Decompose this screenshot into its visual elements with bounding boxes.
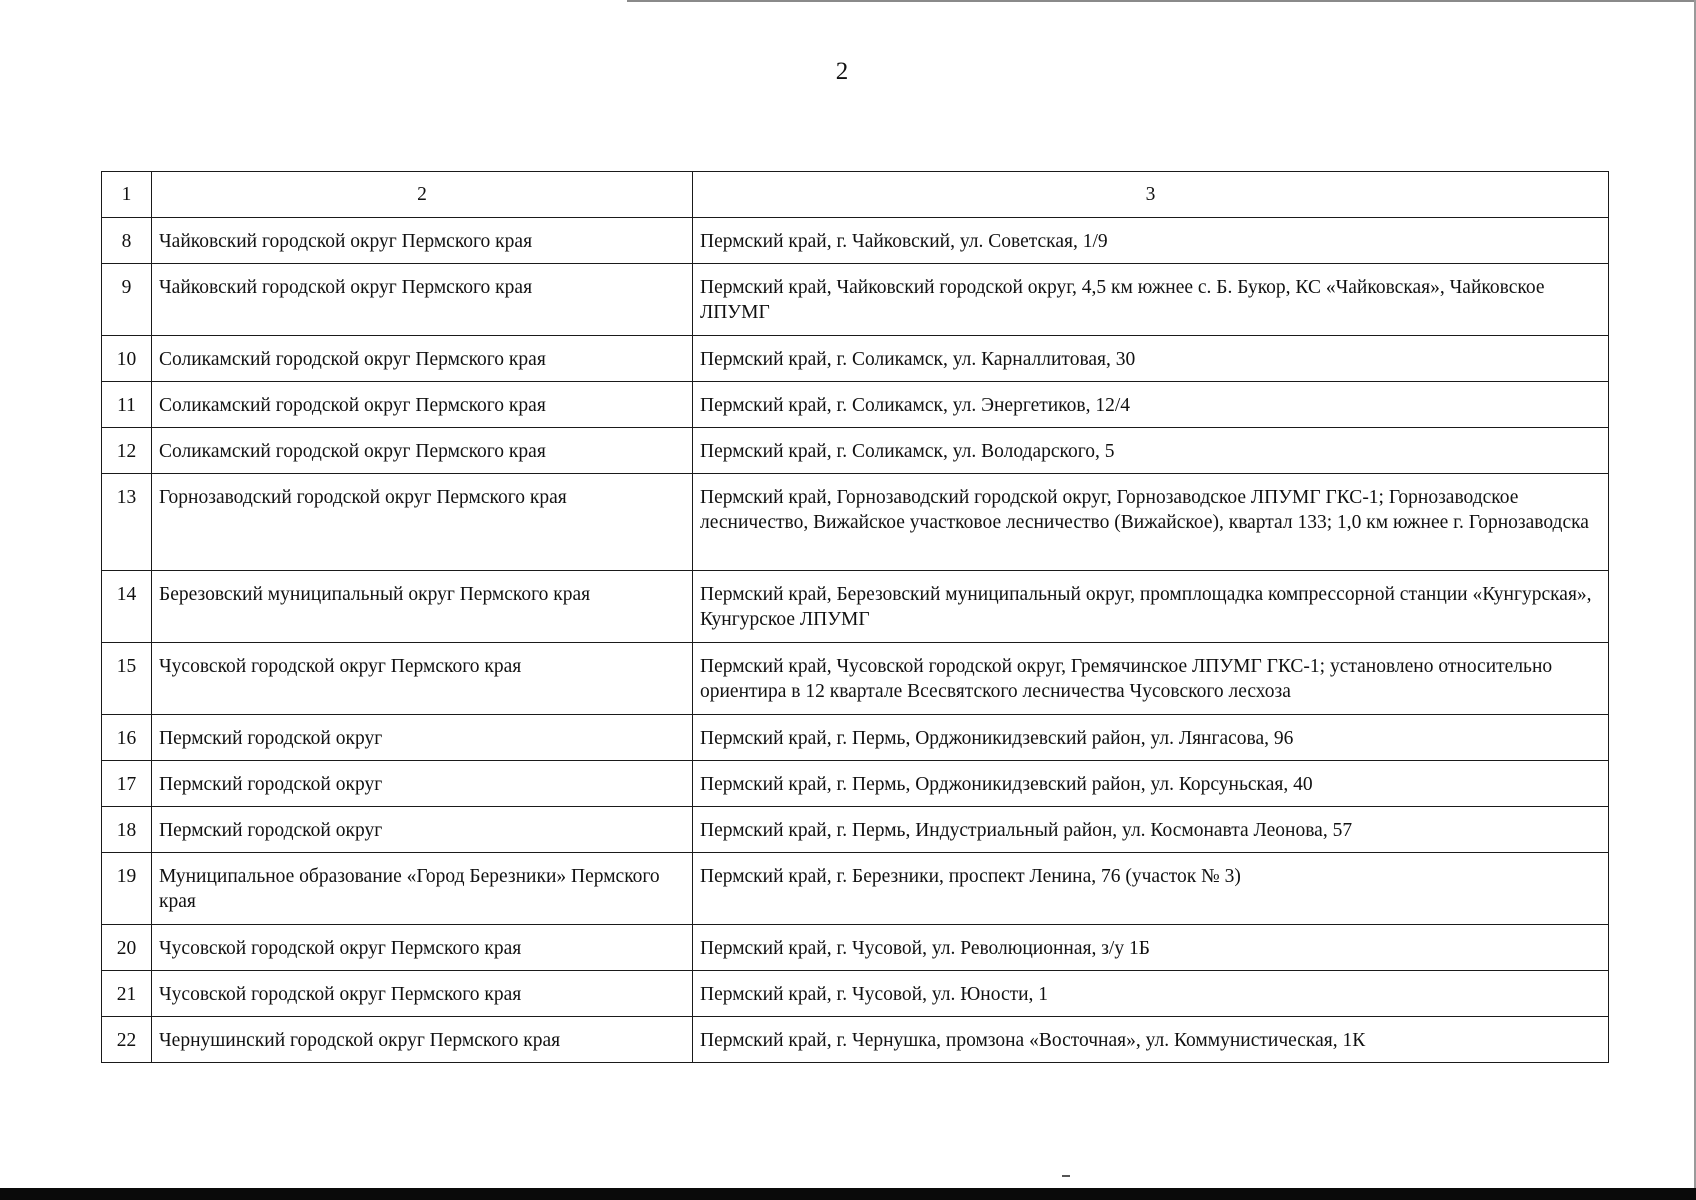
row-municipality: Муниципальное образование «Город Березники» Пермского края [152, 853, 693, 925]
page-number: 2 [835, 58, 849, 85]
row-municipality: Чайковский городской округ Пермского края [152, 218, 693, 264]
row-address: Пермский край, г. Березники, проспект Ленина, 76 (участок № 3) [693, 853, 1609, 925]
row-municipality: Чайковский городской округ Пермского края [152, 264, 693, 336]
table-row [102, 571, 1609, 643]
row-number: 13 [102, 474, 152, 571]
row-municipality: Соликамский городской округ Пермского края [152, 428, 693, 474]
row-municipality: Пермский городской округ [152, 761, 693, 807]
row-municipality: Соликамский городской округ Пермского края [152, 382, 693, 428]
row-number: 15 [102, 643, 152, 715]
row-municipality: Чусовской городской округ Пермского края [152, 643, 693, 715]
row-address: Пермский край, Чайковский городской округ, 4,5 км южнее с. Б. Букор, КС «Чайковская», Чайковское ЛПУМГ [693, 264, 1609, 336]
row-municipality: Березовский муниципальный округ Пермского края [152, 571, 693, 643]
table-row [102, 761, 1609, 807]
table-row [102, 264, 1609, 336]
row-number: 22 [102, 1017, 152, 1063]
table-row [102, 428, 1609, 474]
row-address: Пермский край, Горнозаводский городской округ, Горнозаводское ЛПУМГ ГКС-1; Горнозаводское лесничество, Вижайское участковое лесничество (Вижайское), квартал 133; 1,0 км южнее г. Горнозаводска [693, 474, 1609, 571]
row-municipality: Чернушинский городской округ Пермского края [152, 1017, 693, 1063]
row-address: Пермский край, г. Чайковский, ул. Советская, 1/9 [693, 218, 1609, 264]
row-number: 9 [102, 264, 152, 336]
row-address: Пермский край, г. Пермь, Орджоникидзевский район, ул. Корсуньская, 40 [693, 761, 1609, 807]
row-address: Пермский край, г. Чусовой, ул. Юности, 1 [693, 971, 1609, 1017]
row-number: 11 [102, 382, 152, 428]
table-row [102, 925, 1609, 971]
row-number: 19 [102, 853, 152, 925]
row-number: 12 [102, 428, 152, 474]
table-row [102, 971, 1609, 1017]
table-row [102, 853, 1609, 925]
row-address: Пермский край, г. Пермь, Орджоникидзевский район, ул. Лянгасова, 96 [693, 715, 1609, 761]
row-address: Пермский край, г. Чусовой, ул. Революционная, з/у 1Б [693, 925, 1609, 971]
header-cell-number: 1 [102, 172, 152, 218]
row-number: 20 [102, 925, 152, 971]
scan-edge-top [627, 0, 1696, 2]
row-number: 14 [102, 571, 152, 643]
row-number: 16 [102, 715, 152, 761]
row-address: Пермский край, Чусовской городской округ, Гремячинское ЛПУМГ ГКС-1; установлено относительно ориентира в 12 квартале Всесвятского лесничества Чусовского лесхоза [693, 643, 1609, 715]
row-municipality: Пермский городской округ [152, 807, 693, 853]
table-row [102, 1017, 1609, 1063]
header-cell-address: 3 [693, 172, 1609, 218]
table-row [102, 474, 1609, 571]
row-address: Пермский край, г. Соликамск, ул. Володарского, 5 [693, 428, 1609, 474]
scan-speck [1062, 1175, 1070, 1177]
table-row [102, 382, 1609, 428]
row-municipality: Чусовской городской округ Пермского края [152, 971, 693, 1017]
row-address: Пермский край, Березовский муниципальный округ, промплощадка компрессорной станции «Кунгурская», Кунгурское ЛПУМГ [693, 571, 1609, 643]
table-header-row [102, 172, 1609, 218]
row-number: 17 [102, 761, 152, 807]
scan-edge-bottom [0, 1188, 1696, 1200]
row-municipality: Соликамский городской округ Пермского края [152, 336, 693, 382]
row-number: 10 [102, 336, 152, 382]
row-address: Пермский край, г. Пермь, Индустриальный район, ул. Космонавта Леонова, 57 [693, 807, 1609, 853]
header-cell-municipality: 2 [152, 172, 693, 218]
row-address: Пермский край, г. Чернушка, промзона «Восточная», ул. Коммунистическая, 1К [693, 1017, 1609, 1063]
table-row [102, 807, 1609, 853]
registry-table [101, 171, 1609, 1063]
table-row [102, 643, 1609, 715]
row-municipality: Чусовской городской округ Пермского края [152, 925, 693, 971]
row-number: 8 [102, 218, 152, 264]
row-municipality: Пермский городской округ [152, 715, 693, 761]
row-number: 21 [102, 971, 152, 1017]
row-address: Пермский край, г. Соликамск, ул. Карналлитовая, 30 [693, 336, 1609, 382]
table-row [102, 715, 1609, 761]
row-address: Пермский край, г. Соликамск, ул. Энергетиков, 12/4 [693, 382, 1609, 428]
row-municipality: Горнозаводский городской округ Пермского края [152, 474, 693, 571]
table-row [102, 218, 1609, 264]
row-number: 18 [102, 807, 152, 853]
table-row [102, 336, 1609, 382]
